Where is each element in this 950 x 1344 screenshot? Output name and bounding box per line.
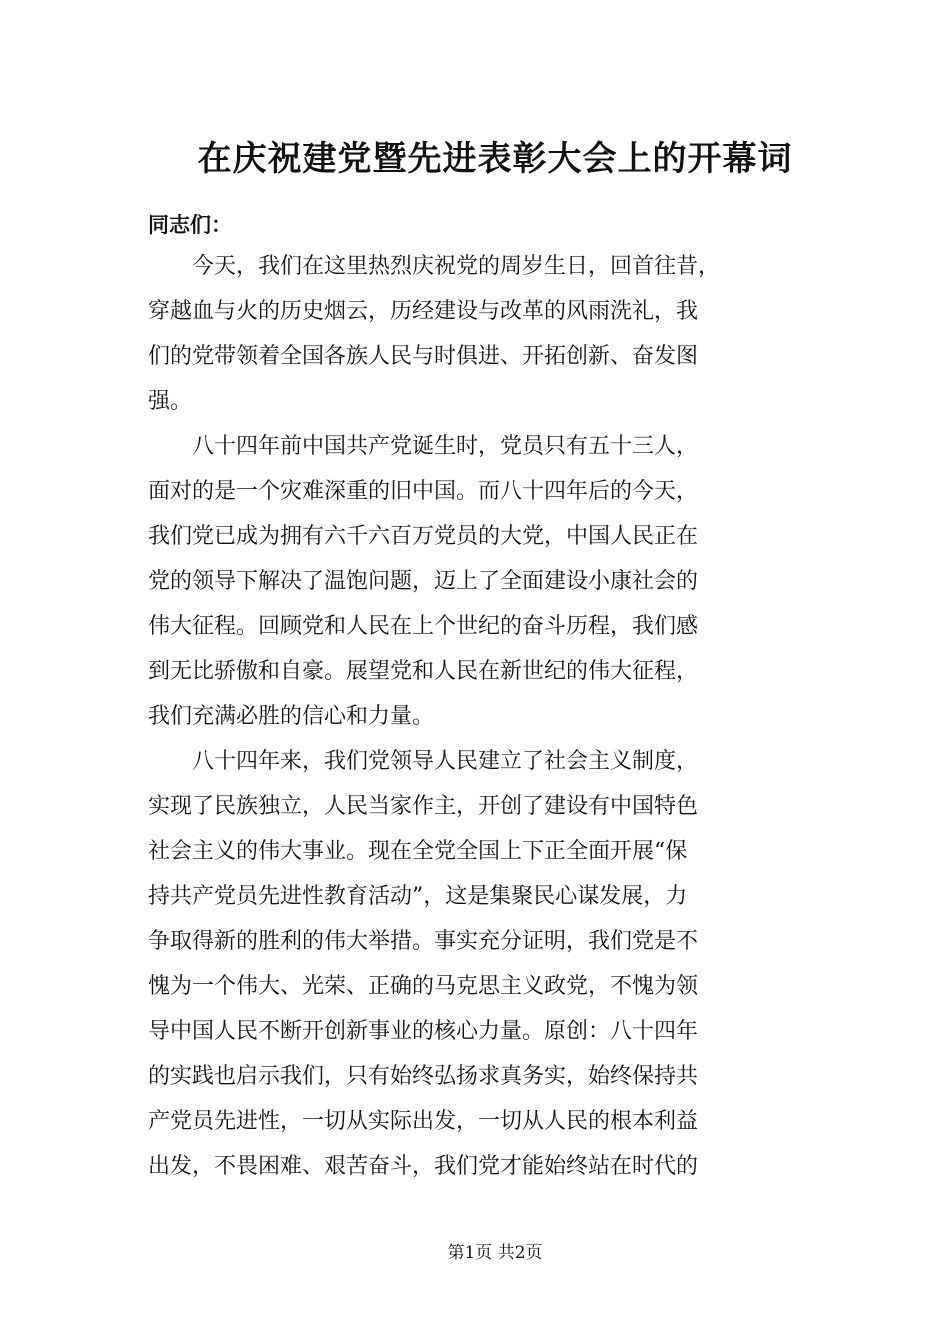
text-line: 今天，我们在这里热烈庆祝党的周岁生日，回首往昔， [192, 254, 721, 279]
text-line: 实现了民族独立，人民当家作主，开创了建设有中国特色 [148, 794, 699, 819]
text-line: 导中国人民不断开创新事业的核心力量。原创：八十四年 [148, 1019, 699, 1044]
text-line: 出发，不畏困难、艰苦奋斗，我们党才能始终站在时代的 [148, 1154, 699, 1179]
text-line: 穿越血与火的历史烟云，历经建设与改革的风雨洗礼，我 [148, 299, 699, 324]
document-title: 在庆祝建党暨先进表彰大会上的开幕词 [197, 139, 793, 179]
text-line: 伟大征程。回顾党和人民在上个世纪的奋斗历程，我们感 [148, 614, 699, 639]
text-line: 八十四年前中国共产党诞生时，党员只有五十三人， [192, 434, 699, 459]
text-line: 八十四年来，我们党领导人民建立了社会主义制度， [192, 749, 699, 774]
text-line: 我们充满必胜的信心和力量。 [148, 704, 435, 729]
text-line: 愧为一个伟大、光荣、正确的马克思主义政党，不愧为领 [148, 974, 699, 999]
text-line: 持共产党员先进性教育活动”，这是集聚民心谋发展，力 [148, 884, 688, 909]
text-line: 的实践也启示我们，只有始终弘扬求真务实，始终保持共 [148, 1064, 699, 1089]
text-line: 我们党已成为拥有六千六百万党员的大党，中国人民正在 [148, 524, 699, 549]
text-line: 到无比骄傲和自豪。展望党和人民在新世纪的伟大征程， [148, 659, 699, 684]
page-number: 第1页 共2页 [447, 1243, 543, 1263]
text-line: 产党员先进性，一切从实际出发，一切从人民的根本利益 [148, 1109, 699, 1134]
text-line: 们的党带领着全国各族人民与时俱进、开拓创新、奋发图 [148, 344, 699, 369]
salutation: 同志们： [148, 213, 232, 237]
text-line: 强。 [148, 389, 193, 414]
text-line: 社会主义的伟大事业。现在全党全国上下正全面开展“保 [148, 839, 688, 864]
text-line: 争取得新的胜利的伟大举措。事实充分证明，我们党是不 [148, 929, 699, 954]
text-line: 党的领导下解决了温饱问题，迈上了全面建设小康社会的 [148, 569, 699, 594]
text-line: 面对的是一个灾难深重的旧中国。而八十四年后的今天， [148, 479, 699, 504]
